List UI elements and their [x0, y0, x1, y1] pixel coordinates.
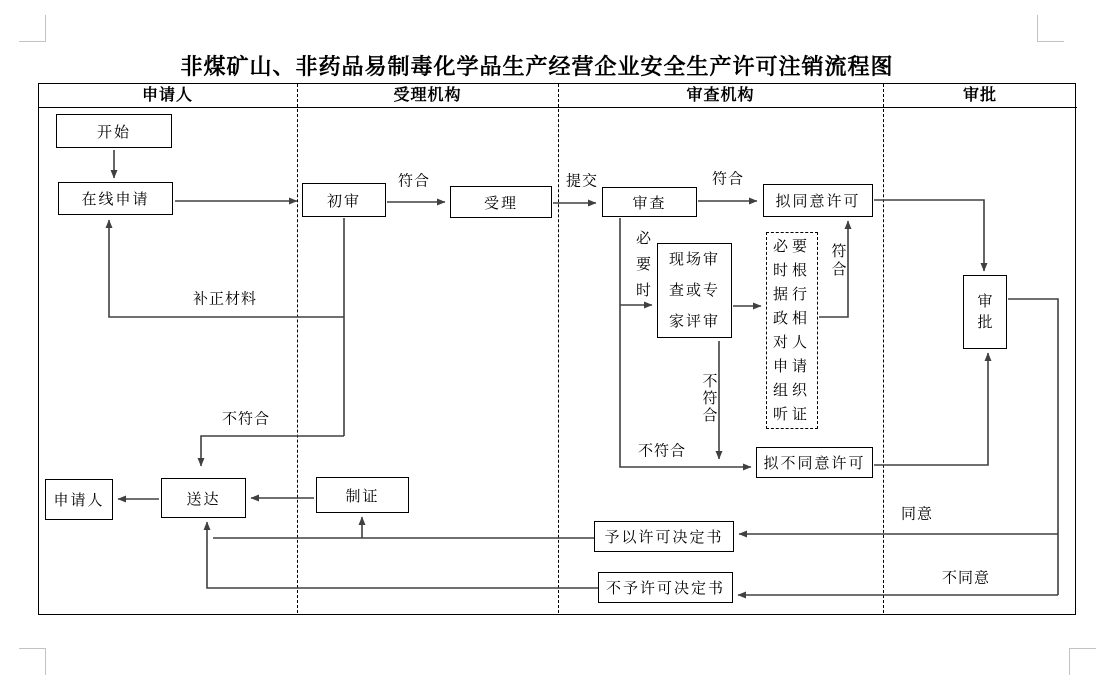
node-applicant: 申请人	[45, 479, 113, 520]
flowchart-title: 非煤矿山、非药品易制毒化学品生产经营企业安全生产许可注销流程图	[180, 54, 894, 79]
node-approve-text: 审批	[977, 293, 993, 331]
edge-label-supplement-materials: 补正材料	[192, 290, 258, 308]
edge-label-conform-review: 符合	[711, 170, 745, 188]
node-onsite-expert-review	[657, 243, 732, 338]
node-start: 开始	[56, 114, 172, 148]
node-review: 审查	[602, 187, 697, 217]
edge-label-when-necessary: 必要时	[635, 230, 651, 299]
corner-mark-bottom-right	[1069, 648, 1096, 675]
node-hearing-note	[766, 232, 818, 429]
node-hearing-note-text: 必要时根据行政相对人申请组织听证	[772, 237, 811, 423]
node-make-certificate: 制证	[316, 477, 409, 513]
node-approve	[963, 275, 1007, 349]
node-onsite-expert-review-text: 现场审查或专家评审	[668, 251, 720, 330]
edge-label-conform-initial: 符合	[397, 172, 431, 190]
node-propose-denial: 拟不同意许可	[756, 447, 873, 478]
corner-mark-top-right	[1037, 15, 1064, 42]
node-accept: 受理	[450, 186, 552, 218]
node-deliver: 送达	[161, 478, 246, 518]
flowchart-frame	[38, 83, 1076, 615]
lane-divider-1	[297, 84, 298, 613]
corner-mark-top-left	[19, 15, 46, 42]
edge-label-nonconform-initial: 不符合	[221, 410, 271, 428]
lane-label-review: 审查机构	[686, 87, 755, 104]
edge-label-submit: 提交	[565, 172, 599, 190]
node-grant-decision: 予以许可决定书	[594, 521, 734, 552]
lane-divider-3	[883, 84, 884, 613]
lane-divider-2	[558, 84, 559, 613]
node-propose-approval: 拟同意许可	[763, 184, 873, 217]
node-online-application: 在线申请	[58, 182, 173, 215]
edge-label-agree: 同意	[900, 505, 934, 523]
edge-label-nonconform-onsite: 不符合	[702, 373, 718, 424]
edge-label-disagree: 不同意	[941, 569, 991, 587]
lane-label-applicant: 申请人	[141, 87, 193, 104]
corner-mark-bottom-left	[19, 648, 46, 675]
edge-label-conform-hearing: 符合	[831, 243, 847, 278]
lane-label-approval: 审批	[962, 87, 997, 104]
node-deny-decision: 不予许可决定书	[598, 572, 733, 603]
lane-label-acceptance: 受理机构	[393, 87, 462, 104]
edge-label-nonconform-review: 不符合	[637, 442, 687, 460]
node-initial-review: 初审	[302, 183, 386, 217]
